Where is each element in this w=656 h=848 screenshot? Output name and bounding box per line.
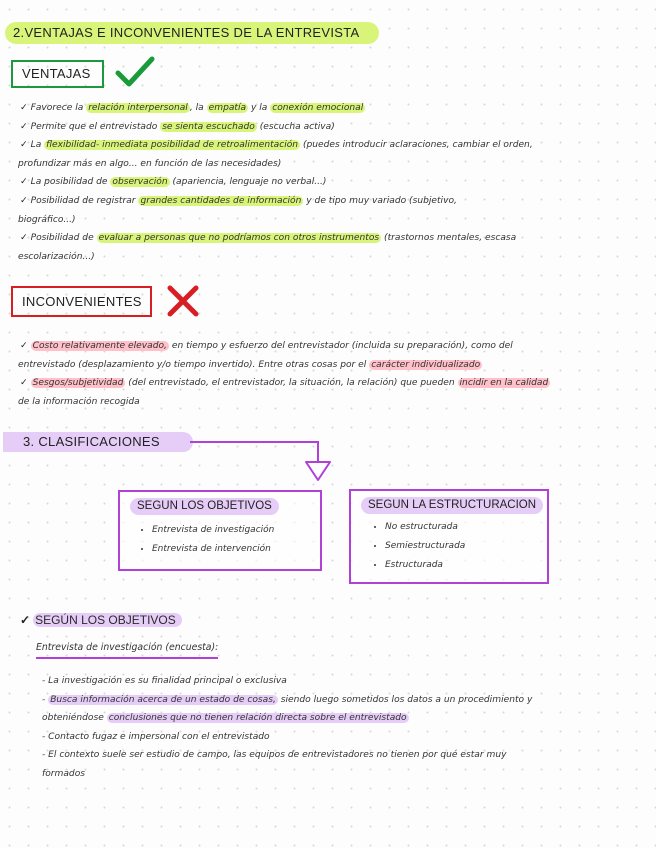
text-line [18,211,640,230]
arrow-down-icon [190,436,340,486]
cross-mark-icon [165,284,201,318]
text-line [20,99,640,118]
list-item: • Estructurada [385,556,547,575]
text-segment: biográfico...) [18,214,76,225]
check-icon: ✓ [20,103,28,113]
section-title-ventajas-inconvenientes: 2.VENTAJAS E INCONVENIENTES DE LA ENTREVISTA [5,22,379,44]
check-icon: ✓ [20,177,28,188]
inconvenientes-label-box [11,286,152,317]
text-segment: Posibilidad de [30,233,97,244]
clasificacion-box-estructuracion [349,489,549,584]
text-segment: (apariencia, lenguaje no verbal...) [169,177,327,188]
highlighted-text: empatía [208,103,247,113]
ventajas-label: VENTAJAS [22,66,91,81]
highlighted-text: conexión emocional [272,103,364,113]
text-line [18,393,652,412]
clasificacion-label-estructuracion: SEGUN LA ESTRUCTURACION [361,497,543,514]
highlighted-text: flexibilidad- inmediata posibilidad de retroalimentación [46,140,299,151]
ventajas-label-box [11,60,104,88]
text-segment: obteniéndose [42,713,107,724]
text-segment: (puedes introducir aclaraciones, cambiar el orden, [300,140,533,151]
highlighted-text: observación [112,177,168,188]
list-item: • Semiestructurada [385,537,547,556]
list-item: • No estructurada [385,518,547,537]
check-icon: ✓ [20,121,28,132]
estructuracion-list [351,518,547,575]
highlighted-text: Sesgos/subjetividad [32,378,124,389]
text-segment: Permite que el entrevistado [30,121,161,132]
text-segment: (escucha activa) [256,121,335,132]
text-line [20,173,640,192]
text-line [42,728,638,747]
highlighted-text: incidir en la calidad [459,378,549,389]
check-icon: ✓ [20,378,28,389]
text-line [42,709,638,728]
subsection-subtitle: Entrevista de investigación (encuesta): [36,640,218,659]
text-segment: - Contacto fugaz e impersonal con el entrevistado [42,731,270,742]
text-line [20,229,640,248]
highlighted-text: conclusiones que no tienen relación directa sobre el entrevistado [108,713,407,724]
check-icon: ✓ [20,140,28,151]
subsection-title-objetivos [20,611,182,629]
text-segment: siendo luego sometidos los datos a un procedimiento y [277,694,533,705]
check-icon: ✓ [20,233,28,244]
text-line [20,374,652,393]
highlighted-text: carácter individualizado [371,359,481,370]
text-segment: formados [42,768,86,779]
text-segment: entrevistado (desplazamiento y/o tiempo invertido). Entre otras cosas por el [18,359,370,370]
text-line [20,337,652,356]
highlighted-text: grandes cantidades de información [140,195,302,206]
text-line [20,192,640,211]
text-segment: (del entrevistado, el entrevistador, la situación, la relación) que pueden [125,378,458,389]
text-segment: Favorece la [30,103,87,113]
text-line [20,136,640,155]
highlighted-text: relación interpersonal [88,103,188,113]
list-item: • Entrevista de intervención [152,540,320,559]
highlighted-text: se sienta escuchado [162,121,255,132]
check-mark-icon [114,54,156,90]
text-line [42,691,638,710]
text-segment: - El contexto suele ser estudio de campo, las equipos de entrevistadores no tienen por qué estar muy [42,750,507,761]
objetivos-detail-list [42,672,638,784]
highlighted-text: Costo relativamente elevado, [32,341,167,351]
inconvenientes-label: INCONVENIENTES [22,294,142,309]
text-segment: La [30,140,45,151]
text-segment: Posibilidad de registrar [30,195,139,206]
text-line [42,672,638,691]
check-icon: ✓ [20,195,28,206]
clasificacion-box-objetivos [118,490,322,571]
text-segment: escolarización...) [18,251,95,262]
section-title-clasificaciones: 3. CLASIFICACIONES [3,432,193,452]
highlighted-text: evaluar a personas que no podríamos con otros instrumentos [98,233,380,244]
list-item: • Entrevista de investigación [152,521,320,540]
clasificacion-label-objetivos: SEGUN LOS OBJETIVOS [130,498,279,515]
objetivos-list [120,521,320,559]
text-segment: - La investigación es su finalidad principal o exclusiva [42,676,287,686]
check-icon: ✓ [20,341,28,351]
text-line [18,248,640,267]
text-line [42,746,638,765]
text-segment: La posibilidad de [30,177,111,188]
text-line [20,118,640,137]
text-segment: , la [189,103,207,113]
inconvenientes-list [20,337,652,411]
text-line [42,765,638,784]
text-segment: profundizar más en algo... en función de las necesidades) [18,158,282,169]
text-line [18,155,640,174]
text-segment: (trastornos mentales, escasa [381,233,517,244]
text-segment: y de tipo muy variado (subjetivo, [303,195,457,206]
text-segment: de la información recogida [18,396,140,407]
check-icon: ✓ [20,613,31,627]
subsection-title-label: SEGÚN LOS OBJETIVOS [33,613,182,627]
text-line [18,356,652,375]
text-segment: - [42,694,49,705]
text-segment: en tiempo y esfuerzo del entrevistador (incluida su preparación), como del [168,341,513,351]
ventajas-list [20,99,640,266]
highlighted-text: Busca información acerca de un estado de cosas, [50,694,276,705]
text-segment: y la [248,103,271,113]
